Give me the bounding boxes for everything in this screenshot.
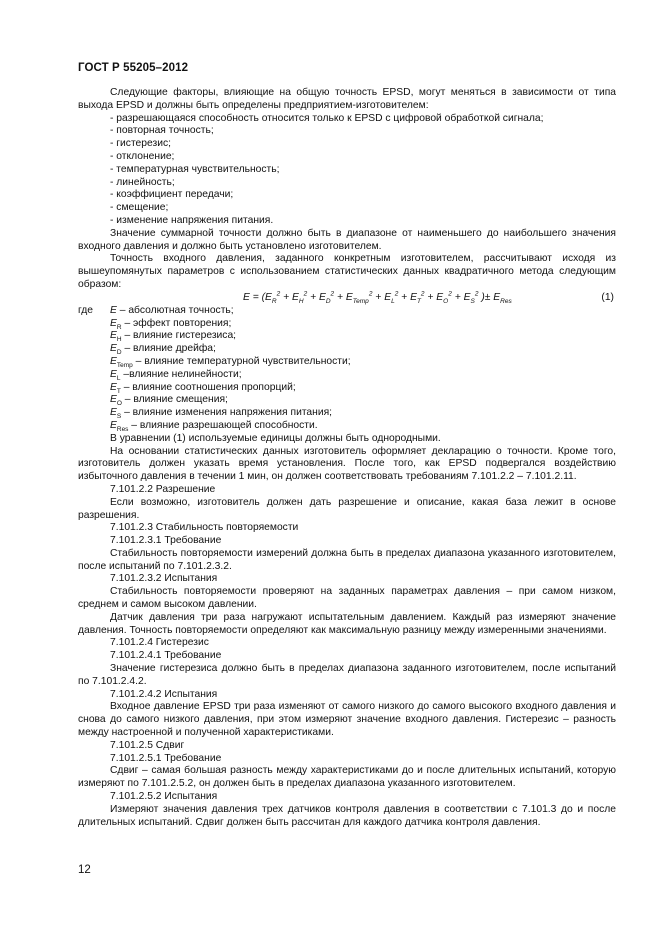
symbol-item (78, 382, 616, 395)
intro-block (78, 87, 616, 292)
symbol-letter: E (110, 394, 117, 406)
symbol-item (78, 369, 616, 382)
symbol-subscript: D (116, 349, 122, 357)
symbol-letter: E (110, 368, 117, 380)
paragraph: Стабильность повторяемости проверяют на заданных параметрах давления – при самом низком, среднем и самом высоком давлении. (78, 586, 616, 611)
paragraph: Датчик давления три раза нагружают испытательным давлением. Каждый раз измеряют значение давления. Точность повторяемости определяют как максимальную разницу между измеренными значениями. (78, 611, 616, 636)
section-heading: 7.101.2.2 Разрешение (110, 483, 216, 495)
symbol-description: – влияние соотношения пропорций; (120, 381, 296, 393)
symbol-description: – влияние дрейфа; (121, 343, 216, 355)
formula-expression: $E = (E_R^2 + E_H^2 + E_D^2 + E_{Temp}^2 + E_L^2 + E_T^2 + E_O^2 + E_S^2$ )± $E_{Res}$ (243, 290, 512, 305)
where-label: где (78, 304, 94, 316)
paragraph: Входное давление EPSD три раза изменяют от самого низкого до самого высокого входного давления и снова до самого низкого давления, при этом измеряют значение входного давления. Гистерезис – разность между настроенной и полученной характеристиками. (78, 701, 616, 739)
symbol-letter: E (110, 381, 117, 393)
symbol-intro (78, 305, 616, 318)
symbol-letter: E (110, 407, 117, 419)
symbol-subscript: O (116, 400, 122, 408)
symbol-list (78, 318, 616, 433)
paragraph: Измеряют значения давления трех датчиков контроля давления в соответствии с 7.101.3 до и после длительных испытаний. Сдвиг должен быть рассчитан для каждого датчика контроля давления. (78, 803, 616, 828)
symbol-letter: E (110, 419, 117, 431)
page-number: 12 (78, 864, 91, 876)
section-heading: 7.101.2.3 Стабильность повторяемости (110, 522, 299, 534)
list-item: - изменение напряжения питания. (110, 214, 274, 226)
sections-block (78, 433, 616, 830)
section-heading: 7.101.2.5 Сдвиг (110, 739, 185, 751)
list-item: - температурная чувствительность; (110, 163, 280, 175)
symbol-item (78, 394, 616, 407)
section-heading: 7.101.2.4.1 Требование (110, 650, 222, 662)
symbol-description: – влияние изменения напряжения питания; (121, 407, 333, 419)
symbol-description: – влияние разрешающей способности. (128, 419, 318, 431)
symbol-subscript: S (116, 413, 122, 421)
symbol-description: –влияние нелинейности; (120, 368, 242, 380)
symbol-subscript: H (116, 336, 122, 344)
list-item: - отклонение; (110, 150, 175, 162)
symbol-description: – влияние смещения; (121, 394, 228, 406)
symbol-description: – влияние гистерезиса; (121, 330, 237, 342)
symbol-letter: E (110, 355, 117, 367)
list-item: - разрешающаяся способность относится только к EPSD с цифровой обработкой сигнала; (110, 112, 544, 124)
paragraph: В уравнении (1) используемые единицы должны быть однородными. (110, 432, 441, 444)
symbol-description: – влияние температурной чувствительности; (132, 355, 351, 367)
symbol-subscript: Res (116, 425, 129, 433)
document-body (78, 87, 616, 829)
paragraph: Значение суммарной точности должно быть в диапазоне от наименьшего до наибольшего значения входного давления и должно быть установлено изготовителем. (78, 227, 616, 252)
symbol-letter: E (110, 317, 117, 329)
paragraph: Следующие факторы, влияющие на общую точность EPSD, могут меняться в зависимости от типа выхода EPSD и должны быть определены предприятием-изготовителем: (78, 87, 616, 111)
symbol-description: – абсолютная точность; (116, 304, 234, 316)
paragraph: Точность входного давления, заданного конкретным изготовителем, рассчитывают исходя из вышеупомянутых параметров с использованием статистических данных квадратичного метода следующим образом: (78, 253, 616, 290)
section-heading: 7.101.2.4 Гистерезис (110, 637, 209, 649)
symbol-item (78, 343, 616, 356)
symbol-subscript: Temp (116, 361, 133, 369)
list-item: - повторная точность; (110, 125, 214, 137)
section-heading: 7.101.2.4.2 Испытания (110, 688, 218, 700)
symbol-letter: E (110, 343, 117, 355)
symbol-item (78, 407, 616, 420)
symbol-subscript: L (116, 374, 121, 382)
list-item: - смещение; (110, 202, 169, 214)
paragraph: Если возможно, изготовитель должен дать разрешение и описание, какая база лежит в основе разрешения. (78, 496, 616, 521)
section-heading: 7.101.2.5.2 Испытания (110, 791, 218, 803)
section-heading: 7.101.2.3.1 Требование (110, 535, 222, 547)
symbol-description: – эффект повторения; (121, 317, 232, 329)
list-item: - гистерезис; (110, 138, 171, 150)
symbol-item (78, 318, 616, 331)
formula-number: (1) (601, 291, 614, 303)
symbol-item (78, 356, 616, 369)
symbol-letter: E (110, 330, 117, 342)
paragraph: На основании статистических данных изготовитель оформляет декларацию о точности. Кроме того, изготовитель должен указать время установления. После того, как EPSD подвергался воздействию избыточного давления в течении 1 мин, он должен соответствовать требованиям 7.101.2.2 – 7.101.2.11. (78, 445, 616, 483)
symbol-item (78, 330, 616, 343)
document-header: ГОСТ Р 55205–2012 (78, 62, 189, 74)
formula-1 (78, 292, 616, 305)
symbol-letter: E (110, 304, 117, 316)
section-heading: 7.101.2.5.1 Требование (110, 752, 222, 764)
paragraph: Сдвиг – самая большая разность между характеристиками до и после длительных испытаний, которую измеряют по 7.101.2.5.2, он должен быть в пределах диапазона указанного изготовителем. (78, 765, 616, 790)
symbol-subscript: R (116, 323, 122, 331)
paragraph: Стабильность повторяемости измерений должна быть в пределах диапазона указанного изготовителем, после испытаний по 7.101.2.3.2. (78, 547, 616, 572)
symbol-subscript: T (116, 387, 121, 395)
paragraph: Значение гистерезиса должно быть в пределах диапазона заданного изготовителем, после испытаний по 7.101.2.4.2. (78, 663, 616, 687)
section-heading: 7.101.2.3.2 Испытания (110, 573, 218, 585)
symbol-item (78, 420, 616, 433)
list-item: - коэффициент передачи; (110, 189, 234, 201)
list-item: - линейность; (110, 176, 175, 188)
